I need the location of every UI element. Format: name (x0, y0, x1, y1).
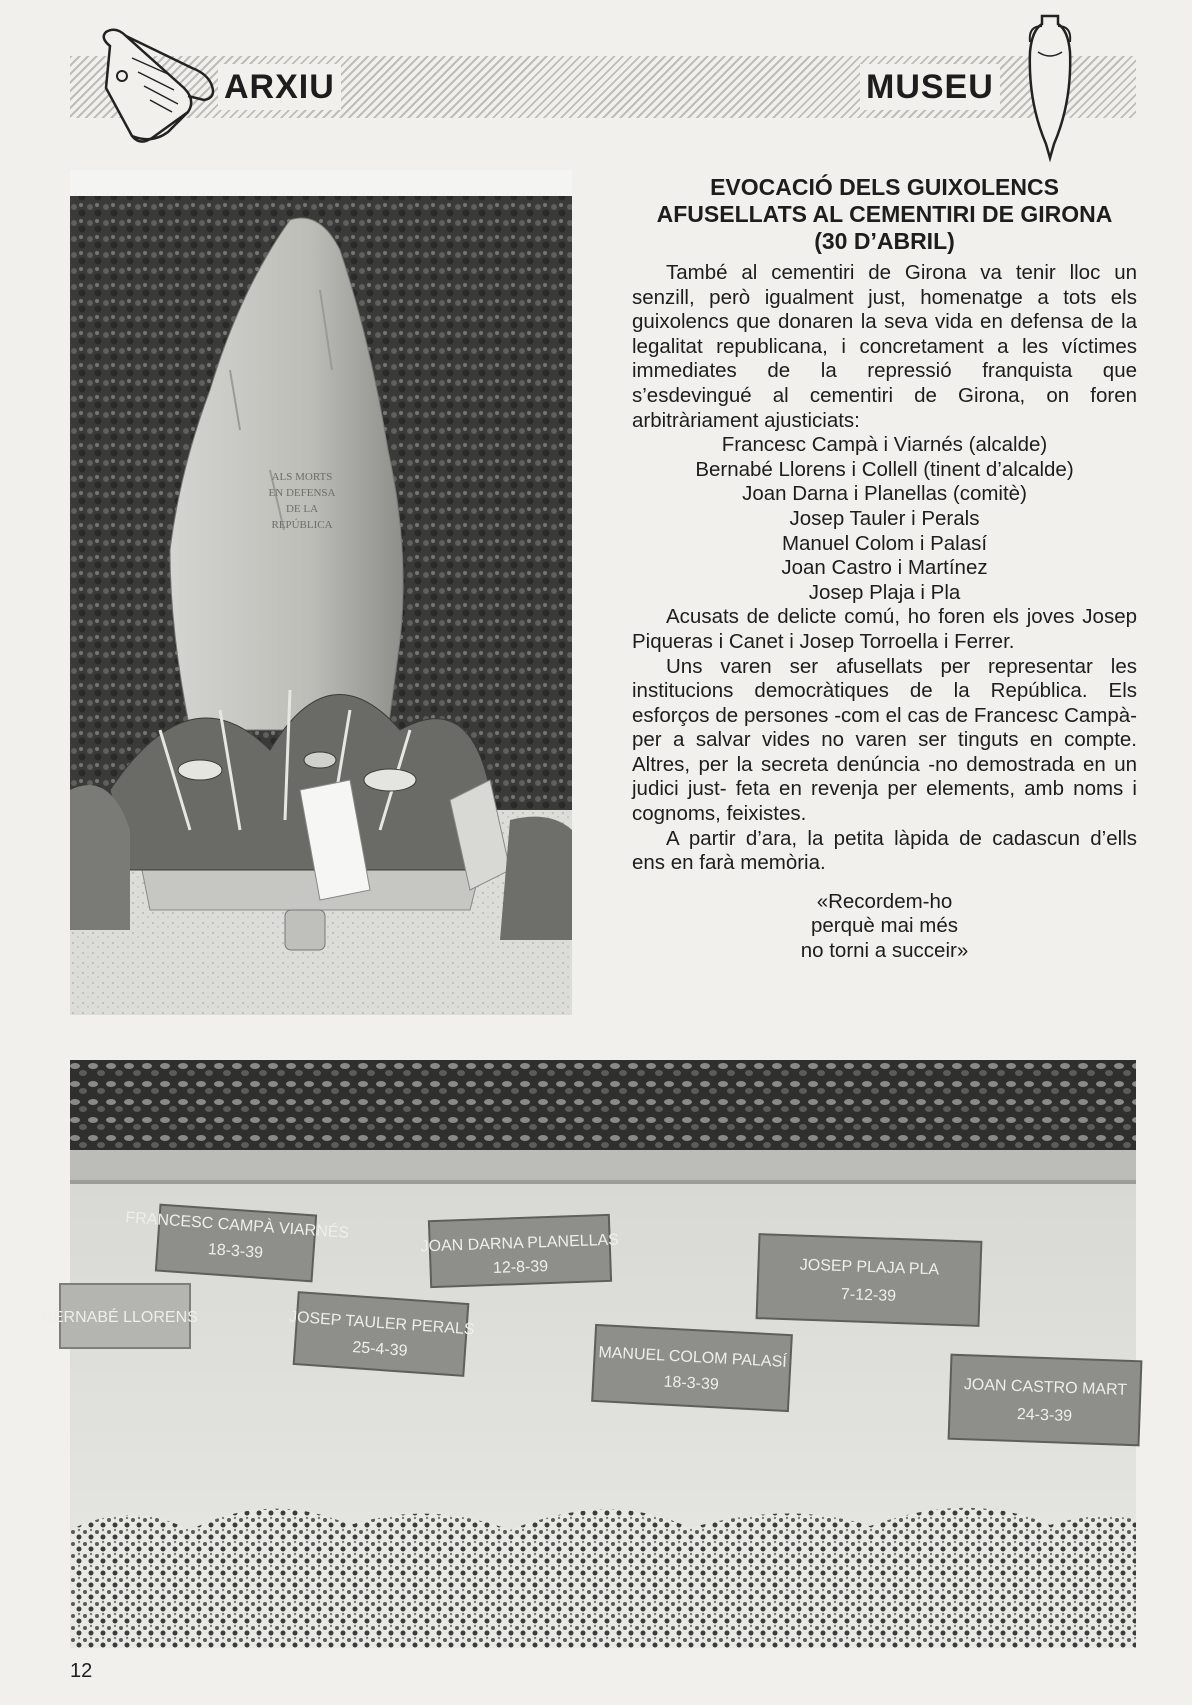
plaque (420, 1215, 619, 1287)
victim-name: Manuel Colom i Palasí (781, 531, 988, 555)
plaque-name: JOAN CASTRO MART (963, 1376, 1128, 1399)
plaque-name: JOAN DARNA PLANELLAS (420, 1231, 620, 1256)
plaque-date: 24-3-39 (1016, 1406, 1073, 1425)
plaque-name: BERNABÉ LLORENS (42, 1309, 198, 1326)
quote-line-1: «Recordem-ho (816, 889, 953, 913)
plaque-date: 7-12-39 (840, 1286, 897, 1305)
plaques-wall-photo (42, 1060, 1136, 1648)
victim-name: Joan Darna i Planellas (comitè) (742, 482, 1027, 506)
victim-name: Josep Plaja i Pla (808, 580, 961, 604)
plaque-date: 18-3-39 (663, 1373, 720, 1394)
amphora-icon (1024, 12, 1076, 162)
plaque-name: JOSEP PLAJA PLA (799, 1256, 940, 1279)
article (632, 174, 1137, 964)
header-label-arxiu: ARXIU (218, 64, 341, 110)
plaque (949, 1355, 1142, 1446)
victim-name: Bernabé Llorens i Collell (tinent d’alcalde) (695, 457, 1074, 481)
closing-quote (632, 890, 1137, 964)
header-label-museu: MUSEU (860, 64, 1000, 110)
paragraph-2: Acusats de delicte comú, ho foren els joves Josep Piqueras i Canet i Josep Torroella i Ferrer. (632, 605, 1137, 653)
paragraph-4: A partir d’ara, la petita làpida de cadascun d’ells ens en farà memòria. (632, 826, 1137, 875)
page-number: 12 (70, 1660, 93, 1682)
victims-list (632, 433, 1137, 605)
paragraph-intro: També al cementiri de Girona va tenir lloc un senzill, però igualment just, homenatge a tots els guixolencs que donaren la seva vida en defensa de la legalitat republicana, i concretament a les víctimes immediates de la repressió franquista que s’esdevingué al cementiri de Girona, on foren arbitràriament ajusticiats: (632, 261, 1137, 432)
plaque (592, 1325, 792, 1411)
title-line-1: EVOCACIÓ DELS GUIXOLENCS (710, 174, 1059, 200)
victim-name: Josep Tauler i Perals (789, 506, 980, 530)
plaque (42, 1284, 198, 1348)
plaque-name: MANUEL COLOM PALASÍ (597, 1344, 788, 1371)
victim-name: Francesc Campà i Viarnés (alcalde) (721, 433, 1048, 457)
paragraph-3: Uns varen ser afusellats per representar les institucions democràtiques de la República. Els esforços de persones -com el cas de Francesc Campà- per a salvar vides no varen ser tinguts en compte. Altres, per la secreta denúncia -no demostrada en un judici just- feta en revenja per elements, amb noms i cognoms, feixistes. (632, 654, 1137, 826)
plaque-date: 18-3-39 (207, 1241, 264, 1262)
quote-line-3: no torni a succeir» (800, 939, 969, 963)
title-line-3: (30 D’ABRIL) (814, 228, 955, 254)
plaque (757, 1234, 982, 1326)
title-line-2: AFUSELLATS AL CEMENTIRI DE GIRONA (656, 201, 1113, 227)
quote-line-2: perquè mai més (811, 914, 958, 938)
plaque (288, 1292, 475, 1376)
plaque-date: 25-4-39 (351, 1339, 409, 1360)
monument-inscription-3: DE LA (285, 503, 319, 515)
monument-inscription-1: ALS MORTS (271, 471, 333, 483)
monument-inscription-2: EN DEFENSA (268, 487, 336, 499)
plaque-date: 12-8-39 (492, 1258, 549, 1277)
victim-name: Joan Castro i Martínez (781, 556, 988, 580)
plaque-name: FRANCESC CAMPÀ VIARNÉS (124, 1209, 350, 1242)
article-title (632, 174, 1137, 255)
plaque-name: JOSEP TAULER PERALS (288, 1308, 476, 1339)
scroll-icon (92, 28, 222, 146)
monument-photo (70, 170, 572, 1015)
monument-inscription-4: REPÚBLICA (271, 519, 333, 531)
